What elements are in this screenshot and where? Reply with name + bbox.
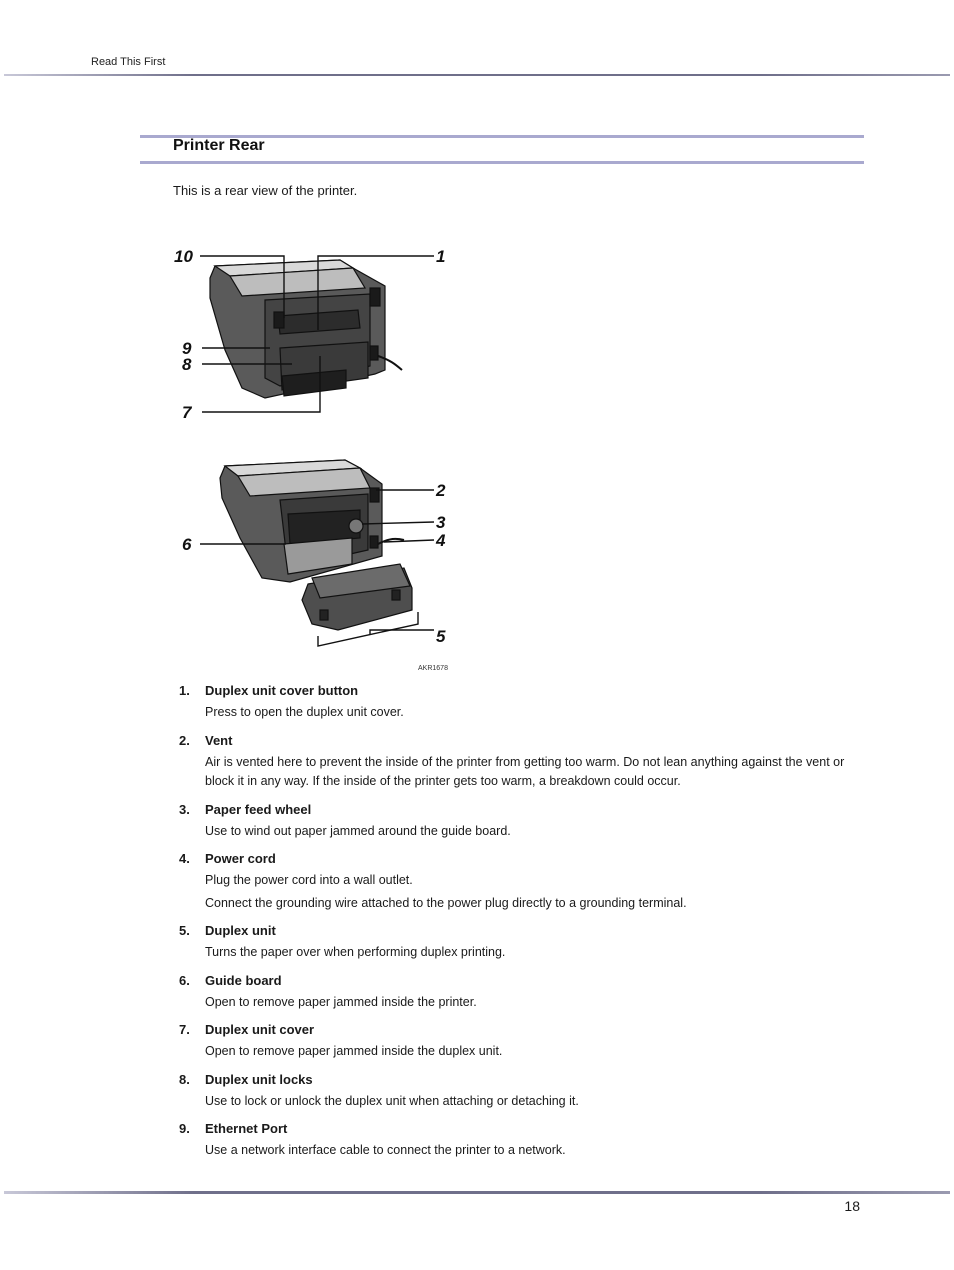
callout-3: 3 [436, 513, 446, 532]
header-rule [4, 74, 950, 76]
list-item-paragraph: Use to wind out paper jammed around the guide board. [205, 823, 511, 838]
list-item-description [205, 753, 859, 792]
list-item-title: Power cord [205, 851, 276, 866]
section-rule-bottom [140, 161, 864, 164]
list-item-description [205, 1141, 859, 1161]
list-item-heading [179, 682, 859, 700]
list-item [179, 1120, 859, 1161]
list-item-paragraph: Use to lock or unlock the duplex unit when attaching or detaching it. [205, 1093, 579, 1108]
list-item [179, 732, 859, 792]
list-item-number: 1. [179, 683, 190, 698]
list-item-title: Guide board [205, 972, 282, 988]
list-item-description [205, 943, 859, 963]
list-item-paragraph: Air is vented here to prevent the inside of the printer from getting too warm. Do not lean anything against the vent or block it in any way. If the inside of the printer gets too warm, a breakdown could occur. [205, 754, 845, 788]
list-item-number: 3. [179, 801, 190, 817]
callout-10: 10 [174, 247, 193, 266]
list-item-description [205, 1042, 859, 1062]
callout-5: 5 [436, 627, 446, 646]
callout-4: 4 [436, 531, 446, 550]
intro-text: This is a rear view of the printer. [173, 183, 358, 198]
list-item-heading [179, 1021, 859, 1039]
list-item-heading [179, 801, 859, 819]
list-item-paragraph: Connect the grounding wire attached to the power plug directly to a grounding terminal. [205, 895, 687, 910]
list-item-title: Duplex unit cover [205, 1022, 315, 1037]
list-item-heading [179, 922, 859, 940]
list-item-paragraph: Press to open the duplex unit cover. [205, 705, 404, 719]
list-item-number: 2. [179, 732, 190, 748]
list-item-title: Duplex unit cover button [205, 683, 359, 698]
list-item-heading [179, 972, 859, 990]
list-item [179, 972, 859, 1013]
list-item-title: Vent [205, 732, 233, 748]
callout-6: 6 [182, 535, 192, 554]
list-item [179, 850, 859, 913]
list-item-number: 5. [179, 923, 190, 938]
list-item-description [205, 703, 859, 723]
list-item-paragraph: Turns the paper over when performing duplex printing. [205, 945, 506, 959]
callout-7: 7 [182, 403, 192, 422]
list-item-number: 7. [179, 1022, 190, 1037]
list-item-paragraph: Use a network interface cable to connect the printer to a network. [205, 1143, 566, 1157]
list-item [179, 1071, 859, 1112]
list-item [179, 1021, 859, 1062]
callout-2: 2 [436, 481, 446, 500]
printer-rear-illustration-bottom [220, 460, 412, 630]
list-item-number: 8. [179, 1071, 190, 1087]
list-item-number: 9. [179, 1121, 190, 1136]
callout-9: 9 [182, 339, 192, 358]
footer-rule [4, 1191, 950, 1194]
component-list [179, 682, 859, 1170]
list-item-title: Ethernet Port [205, 1121, 288, 1136]
callout-1: 1 [436, 247, 446, 266]
list-item-paragraph: Open to remove paper jammed inside the printer. [205, 994, 477, 1009]
list-item-heading [179, 1120, 859, 1138]
running-header: Read This First [91, 56, 166, 68]
list-item-paragraph: Plug the power cord into a wall outlet. [205, 873, 413, 887]
list-item-title: Duplex unit [205, 923, 276, 938]
section-title: Printer Rear [173, 137, 265, 154]
list-item-paragraph: Open to remove paper jammed inside the duplex unit. [205, 1044, 503, 1058]
list-item-title: Paper feed wheel [205, 801, 312, 817]
list-item-heading [179, 732, 859, 750]
page-number: 18 [844, 1198, 860, 1214]
printer-rear-figure [170, 238, 460, 678]
list-item-description [205, 822, 859, 842]
list-item-number: 6. [179, 972, 190, 988]
list-item-description [205, 993, 859, 1013]
list-item-description [205, 871, 859, 913]
list-item-number: 4. [179, 851, 190, 866]
list-item [179, 682, 859, 723]
list-item-description [205, 1092, 859, 1112]
list-item [179, 801, 859, 842]
figure-code: AKR1678 [418, 665, 448, 672]
list-item-heading [179, 1071, 859, 1089]
list-item-title: Duplex unit locks [205, 1071, 313, 1087]
callout-8: 8 [182, 355, 192, 374]
printer-rear-illustration-top [210, 260, 402, 398]
list-item-heading [179, 850, 859, 868]
list-item [179, 922, 859, 963]
